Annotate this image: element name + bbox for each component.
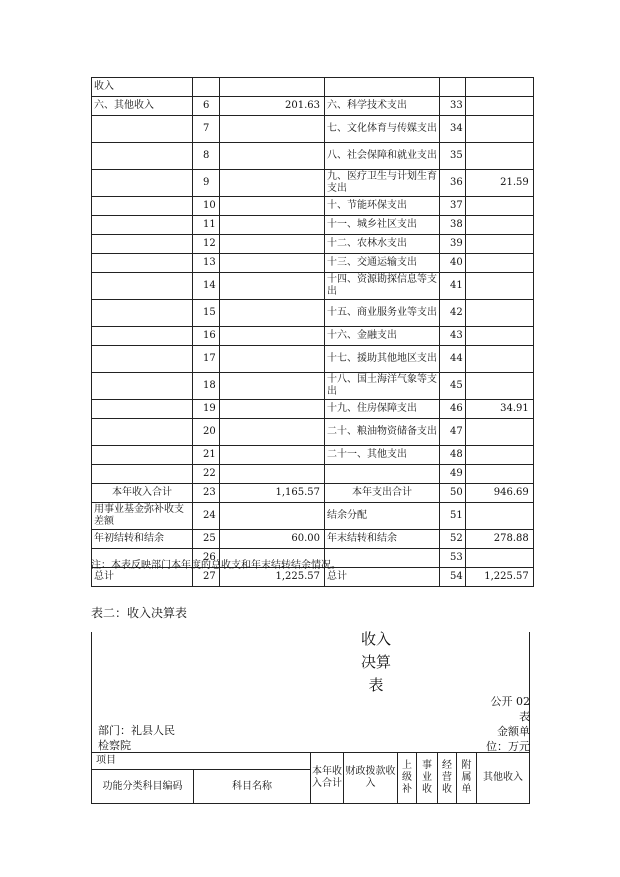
cell-inc-amount (220, 78, 325, 97)
cell-no1: 22 (193, 465, 220, 484)
table-row (92, 300, 534, 327)
table-row (92, 78, 534, 97)
cell-inc-label (92, 116, 193, 143)
cell-exp-amount (465, 216, 533, 235)
cell-exp-amount (465, 346, 533, 373)
header-code: 功能分类科目编码 (92, 770, 194, 804)
table-row (92, 400, 534, 419)
cell-inc-label (92, 346, 193, 373)
cell-inc-label (92, 465, 193, 484)
cell-no1: 27 (193, 568, 220, 587)
table-row (92, 446, 534, 465)
cell-inc-amount (220, 446, 325, 465)
cell-exp-amount: 1,225.57 (465, 568, 533, 587)
table2-caption: 表二：收入决算表 (91, 606, 188, 620)
cell-no2: 44 (440, 346, 466, 373)
cell-no2: 38 (440, 216, 466, 235)
cell-no1: 21 (193, 446, 220, 465)
cell-inc-label: 年初结转和结余 (92, 530, 193, 549)
income-final-accounts-table (91, 752, 530, 804)
cell-no2: 53 (440, 549, 466, 568)
cell-inc-label (92, 216, 193, 235)
cell-exp-amount (465, 327, 533, 346)
cell-no2: 45 (440, 373, 466, 400)
table-row (92, 419, 534, 446)
cell-inc-amount (220, 503, 325, 530)
form-number: 公开 02 表 (490, 695, 530, 723)
table-row (92, 503, 534, 530)
table-row (92, 97, 534, 116)
cell-no1: 15 (193, 300, 220, 327)
cell-exp-label: 十一、城乡社区支出 (325, 216, 440, 235)
cell-no1 (193, 78, 220, 97)
cell-exp-label (325, 78, 440, 97)
cell-no2: 54 (440, 568, 466, 587)
cell-inc-label (92, 373, 193, 400)
table-row (92, 373, 534, 400)
cell-no2: 47 (440, 419, 466, 446)
cell-inc-amount (220, 235, 325, 254)
cell-exp-label: 结余分配 (325, 503, 440, 530)
cell-inc-label (92, 419, 193, 446)
cell-exp-amount (465, 300, 533, 327)
cell-no2: 42 (440, 300, 466, 327)
cell-inc-label (92, 327, 193, 346)
cell-no2: 33 (440, 97, 466, 116)
cell-exp-label: 总计 (325, 568, 440, 587)
cell-inc-amount (220, 170, 325, 197)
cell-inc-label (92, 143, 193, 170)
table2-title: 收入 决算 表 (360, 630, 391, 694)
cell-exp-amount (465, 465, 533, 484)
cell-no2: 49 (440, 465, 466, 484)
table-note: 注：本表反映部门本年度的总收支和年末结转结余情况。 (91, 560, 341, 571)
cell-exp-label: 十四、资源勘探信息等支出 (325, 273, 440, 300)
cell-no1: 13 (193, 254, 220, 273)
cell-inc-label (92, 446, 193, 465)
cell-exp-amount (465, 373, 533, 400)
cell-inc-amount (220, 254, 325, 273)
cell-exp-label: 本年支出合计 (325, 484, 440, 503)
cell-no1: 23 (193, 484, 220, 503)
cell-exp-label: 八、社会保障和就业支出 (325, 143, 440, 170)
cell-exp-label: 十八、国土海洋气象等支出 (325, 373, 440, 400)
cell-exp-amount (465, 235, 533, 254)
header-upper: 上级补 (398, 753, 417, 804)
cell-inc-label: 用事业基金弥补收支差额 (92, 503, 193, 530)
cell-exp-label: 十三、交通运输支出 (325, 254, 440, 273)
cell-exp-label: 二十一、其他支出 (325, 446, 440, 465)
table-row (92, 235, 534, 254)
cell-inc-label (92, 235, 193, 254)
table-row (92, 530, 534, 549)
cell-exp-label: 十二、农林水支出 (325, 235, 440, 254)
cell-inc-label (92, 170, 193, 197)
cell-inc-label: 收入 (92, 78, 193, 97)
cell-no2: 35 (440, 143, 466, 170)
cell-exp-amount (465, 78, 533, 97)
cell-inc-amount (220, 419, 325, 446)
cell-no1: 6 (193, 97, 220, 116)
header-total: 本年收入合计 (311, 753, 344, 804)
table-row (92, 484, 534, 503)
table-row (92, 273, 534, 300)
cell-exp-label (325, 549, 440, 568)
cell-exp-amount (465, 419, 533, 446)
cell-no1: 9 (193, 170, 220, 197)
cell-exp-label: 十九、住房保障支出 (325, 400, 440, 419)
header-affiliated: 附属单 (457, 753, 477, 804)
cell-exp-amount: 946.69 (465, 484, 533, 503)
cell-exp-amount (465, 97, 533, 116)
cell-exp-label: 七、文化体育与传媒支出 (325, 116, 440, 143)
cell-inc-label: 总计 (92, 568, 193, 587)
header-item: 项目 (92, 753, 311, 770)
cell-inc-amount: 1,225.57 (220, 568, 325, 587)
cell-no1: 8 (193, 143, 220, 170)
table-row (92, 116, 534, 143)
cell-inc-label (92, 197, 193, 216)
cell-inc-amount: 60.00 (220, 530, 325, 549)
income-expense-summary-table (91, 77, 534, 587)
cell-inc-label (92, 400, 193, 419)
cell-no1: 11 (193, 216, 220, 235)
cell-exp-amount (465, 273, 533, 300)
cell-no1: 12 (193, 235, 220, 254)
cell-inc-label: 六、其他收入 (92, 97, 193, 116)
cell-no2 (440, 78, 466, 97)
header-fiscal: 财政拨款收入 (344, 753, 398, 804)
cell-inc-amount (220, 116, 325, 143)
cell-exp-amount (465, 143, 533, 170)
cell-inc-amount: 1,165.57 (220, 484, 325, 503)
cell-inc-amount (220, 143, 325, 170)
cell-no2: 46 (440, 400, 466, 419)
cell-no1: 25 (193, 530, 220, 549)
cell-no2: 37 (440, 197, 466, 216)
cell-inc-amount (220, 197, 325, 216)
cell-exp-amount (465, 116, 533, 143)
amount-unit: 金额单位：万元 (486, 725, 530, 753)
cell-no2: 41 (440, 273, 466, 300)
cell-no1: 17 (193, 346, 220, 373)
cell-no1: 26 (193, 549, 220, 568)
header-other: 其他收入 (477, 753, 530, 804)
cell-exp-amount: 278.88 (465, 530, 533, 549)
cell-inc-amount: 201.63 (220, 97, 325, 116)
cell-exp-label (325, 465, 440, 484)
cell-no2: 43 (440, 327, 466, 346)
cell-exp-amount (465, 254, 533, 273)
cell-no2: 51 (440, 503, 466, 530)
cell-inc-amount (220, 216, 325, 235)
cell-inc-amount (220, 465, 325, 484)
table-row (92, 465, 534, 484)
cell-exp-amount (465, 549, 533, 568)
cell-no2: 52 (440, 530, 466, 549)
cell-inc-amount (220, 327, 325, 346)
cell-inc-amount (220, 273, 325, 300)
cell-exp-label: 十六、金融支出 (325, 327, 440, 346)
cell-inc-amount (220, 400, 325, 419)
cell-no1: 16 (193, 327, 220, 346)
cell-no2: 34 (440, 116, 466, 143)
cell-no1: 18 (193, 373, 220, 400)
department-label: 部门：礼县人民检察院 (98, 724, 175, 752)
cell-inc-label (92, 300, 193, 327)
frame-line (91, 632, 92, 752)
table-row (92, 197, 534, 216)
table-row (92, 143, 534, 170)
table-row (92, 346, 534, 373)
cell-exp-amount: 21.59 (465, 170, 533, 197)
cell-exp-amount (465, 197, 533, 216)
cell-no1: 7 (193, 116, 220, 143)
cell-no1: 24 (193, 503, 220, 530)
cell-exp-amount: 34.91 (465, 400, 533, 419)
cell-inc-label (92, 273, 193, 300)
header-name: 科目名称 (194, 770, 311, 804)
cell-no2: 40 (440, 254, 466, 273)
cell-exp-label: 六、科学技术支出 (325, 97, 440, 116)
cell-inc-amount (220, 300, 325, 327)
cell-no2: 36 (440, 170, 466, 197)
cell-no1: 10 (193, 197, 220, 216)
cell-no1: 14 (193, 273, 220, 300)
cell-exp-label: 年末结转和结余 (325, 530, 440, 549)
cell-inc-amount (220, 373, 325, 400)
cell-inc-amount (220, 346, 325, 373)
table-row (92, 254, 534, 273)
cell-exp-label: 十七、援助其他地区支出 (325, 346, 440, 373)
table-row (92, 170, 534, 197)
cell-exp-label: 二十、粮油物资储备支出 (325, 419, 440, 446)
cell-no1: 20 (193, 419, 220, 446)
cell-no2: 50 (440, 484, 466, 503)
cell-inc-label (92, 254, 193, 273)
header-business: 事业收 (417, 753, 438, 804)
table-row (92, 327, 534, 346)
cell-exp-amount (465, 446, 533, 465)
header-operating: 经营收 (438, 753, 457, 804)
table-row (92, 216, 534, 235)
cell-exp-label: 十五、商业服务业等支出 (325, 300, 440, 327)
cell-exp-label: 十、节能环保支出 (325, 197, 440, 216)
cell-no2: 39 (440, 235, 466, 254)
cell-exp-amount (465, 503, 533, 530)
cell-no2: 48 (440, 446, 466, 465)
cell-inc-label: 本年收入合计 (92, 484, 193, 503)
cell-no1: 19 (193, 400, 220, 419)
cell-exp-label: 九、医疗卫生与计划生育支出 (325, 170, 440, 197)
